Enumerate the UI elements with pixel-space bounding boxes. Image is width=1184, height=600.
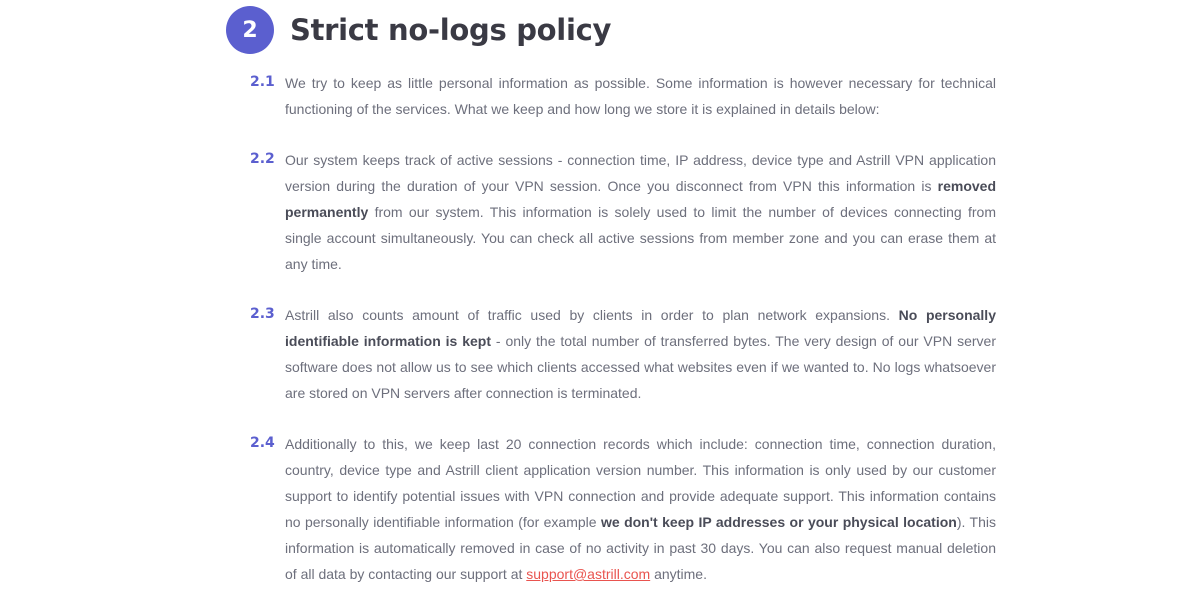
item-number: 2.3 [250, 306, 275, 322]
item-text-segment: Additionally to this, we keep last 20 connection records which include: connection time, connection duration, country, device type and Astrill client application version number. This information is only used by our customer support to identify potential issues with VPN connection and provide adequate support. This information contains no personally identifiable information (for example [285, 436, 996, 530]
section-title: Strict no-logs policy [290, 13, 612, 47]
item-text-segment: We try to keep as little personal information as possible. Some information is however necessary for technical functioning of the services. What we keep and how long we store it is explained in details below: [285, 75, 996, 117]
item-number: 2.4 [250, 435, 275, 451]
item-text-segment: ). This information is automatically removed in case of no activity in past 30 days. You can also request manual deletion of all data by contacting our support at [285, 514, 996, 582]
item-text [285, 70, 996, 122]
item-emphasis: we don't keep IP addresses or your physical location [600, 514, 957, 530]
section-number-badge: 2 [226, 6, 274, 54]
item-text-segment: Our system keeps track of active sessions - connection time, IP address, device type and Astrill VPN application version during the duration of your VPN session. Once you disconnect from VPN this information is [285, 152, 996, 194]
item-text-segment: from our system. This information is solely used to limit the number of devices connecting from single account simultaneously. You can check all active sessions from member zone and you can erase them at any time. [285, 204, 996, 272]
item-text-segment: anytime. [650, 566, 707, 582]
item-emphasis: removed permanently [285, 178, 996, 220]
item-text-segment: Astrill also counts amount of traffic used by clients in order to plan network expansions. [285, 307, 899, 323]
item-text-segment: - only the total number of transferred bytes. The very design of our VPN server software does not allow us to see which clients accessed what websites even if we wanted to. No logs whatsoever are stored on VPN servers after connection is terminated. [285, 333, 996, 401]
item-number: 2.2 [250, 151, 275, 167]
item-emphasis: No personally identifiable information is kept [285, 307, 996, 349]
item-text [285, 302, 996, 406]
item-number: 2.1 [250, 74, 275, 90]
item-text [285, 431, 996, 587]
item-text [285, 147, 996, 277]
section-header [226, 6, 611, 54]
support-email-link[interactable]: support@astrill.com [526, 566, 651, 582]
